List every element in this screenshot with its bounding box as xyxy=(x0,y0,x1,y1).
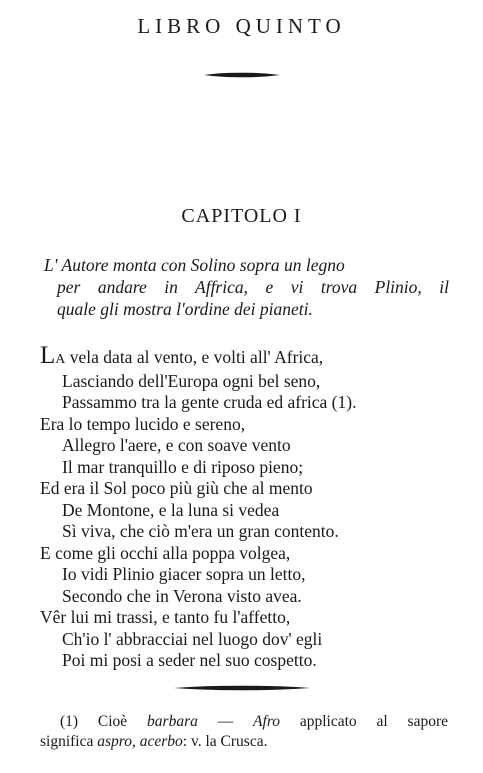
poem-line: Vêr lui mi trassi, e tanto fu l'affetto, xyxy=(40,607,291,627)
poem-line: Lasciando dell'Europa ogni bel seno, xyxy=(62,370,321,391)
footnote-text: : v. la Crusca. xyxy=(182,733,268,750)
poem-line: Passammo tra la gente cruda ed africa (1). xyxy=(62,392,357,412)
footnote-term: acerbo xyxy=(139,733,183,750)
poem-line: Ch'io l' abbracciai nel luogo dov' egli xyxy=(62,628,323,649)
poem-line: Io vidi Plinio giacer sopra un letto, xyxy=(62,564,306,584)
footnote-term: barbara xyxy=(147,713,198,730)
poem-line: Secondo che in Verona visto avea. xyxy=(62,585,302,606)
ornamental-rule-bottom xyxy=(172,684,312,692)
footnote-line xyxy=(40,712,448,732)
book-title: LIBRO QUINTO xyxy=(137,14,346,38)
poem-line-first xyxy=(40,342,460,371)
footnote-text: Cioè xyxy=(78,713,148,730)
footnote-marker: (1) xyxy=(60,713,79,730)
summary-line: quale gli mostra l'ordine dei pianeti. xyxy=(57,299,313,319)
poem-line: De Montone, e la luna si vedea xyxy=(62,499,280,520)
footnote-line xyxy=(40,732,448,752)
ornamental-rule-top xyxy=(202,71,282,79)
small-cap: A xyxy=(55,352,66,367)
poem-line: Sì viva, che ciò m'era un gran contento. xyxy=(62,521,339,541)
poem-line: Poi mi posi a seder nel suo cospetto. xyxy=(62,650,317,670)
poem-line: Ed era il Sol poco più giù che al mento xyxy=(40,478,313,498)
poem-line: Il mar tranquillo e di riposo pieno; xyxy=(62,456,304,477)
chapter-summary xyxy=(44,254,449,320)
footnote-text: applicato al sapore xyxy=(280,713,448,730)
footnote-term: Afro xyxy=(253,713,281,730)
summary-line: L' Autore monta con Solino sopra un legno xyxy=(44,255,345,275)
footnote-text: — xyxy=(197,713,254,730)
footnote-text: , xyxy=(132,733,140,750)
poem-line-text: vela data al vento, e volti all' Africa, xyxy=(65,347,324,367)
drop-cap: L xyxy=(40,342,56,369)
summary-line: per andare in Affrica, e vi trova Plinio, il xyxy=(57,277,449,297)
poem-line: Allegro l'aere, e con soave vento xyxy=(62,435,291,455)
poem-text xyxy=(40,342,460,672)
footnote-term: aspro xyxy=(97,733,132,750)
poem-line: Era lo tempo lucido e sereno, xyxy=(40,413,246,434)
poem-line: E come gli occhi alla poppa volgea, xyxy=(40,542,291,563)
footnote-text: significa xyxy=(40,733,98,750)
footnote xyxy=(40,712,448,752)
chapter-title: CAPITOLO I xyxy=(181,205,302,227)
